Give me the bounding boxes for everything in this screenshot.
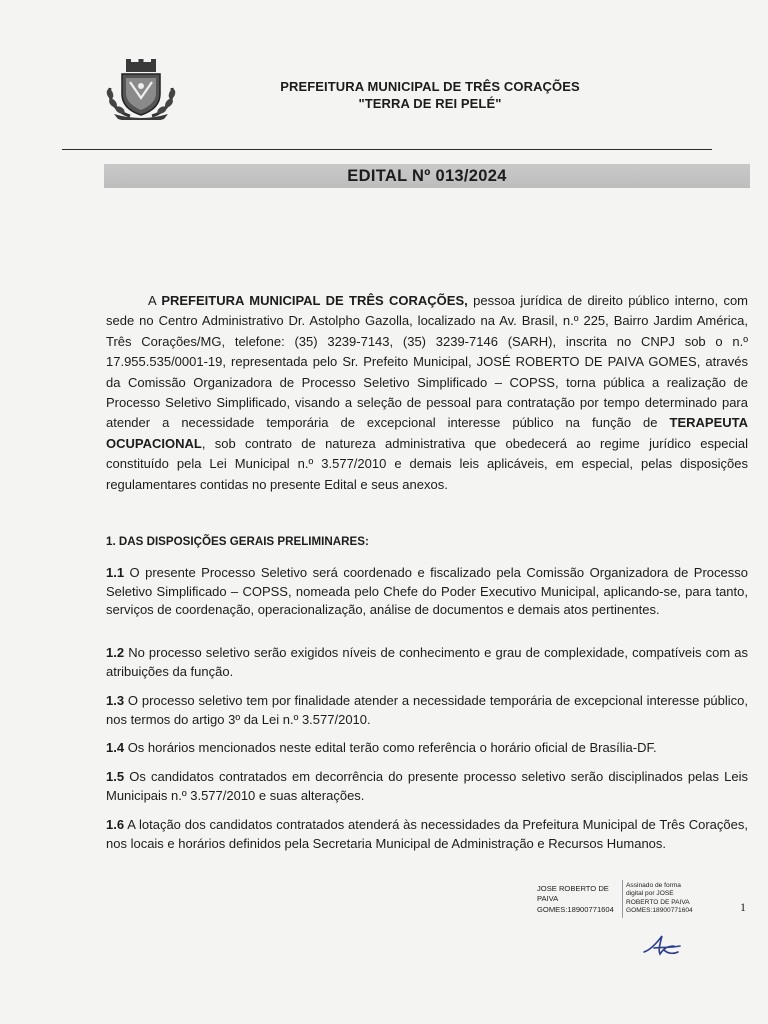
clause-number: 1.1: [106, 565, 125, 580]
section-title: 1. DAS DISPOSIÇÕES GERAIS PRELIMINARES:: [106, 535, 369, 548]
stamp-line: digital por JOSE: [626, 890, 674, 898]
clause-text: Os candidatos contratados em decorrência do presente processo seletivo serão disciplinados pelas Leis Municipais n.º 3.577/2010 e suas alterações.: [106, 769, 748, 803]
stamp-line: ROBERTO DE PAIVA: [626, 898, 690, 906]
clause-1-5: [106, 768, 748, 805]
handwritten-signature-icon: [640, 930, 684, 960]
clause-1-4: [106, 739, 748, 758]
stamp-line: Assinado de forma: [626, 882, 681, 889]
clause-1-3: [106, 692, 748, 729]
signer-name-line: GOMES:18900771604: [537, 904, 614, 914]
clause-text: O presente Processo Seletivo será coordenado e fiscalizado pela Comissão Organizadora de Processo Seletivo Simplificado – COPSS, nomeada pelo Chefe do Poder Executivo Municipal, aplicando-se, para tanto, serviços de coordenação, operacionalização, análise de documentos e demais atos pertinentes.: [106, 565, 748, 618]
edital-title: EDITAL Nº 013/2024: [347, 167, 507, 185]
clause-number: 1.5: [106, 769, 125, 784]
header-divider: [62, 149, 712, 150]
intro-paragraph: [106, 291, 748, 495]
intro-organization: PREFEITURA MUNICIPAL DE TRÊS CORAÇÕES,: [161, 293, 468, 308]
intro-body-1: pessoa jurídica de direito público interno, com sede no Centro Administrativo Dr. Astolpho Gazolla, localizado na Av. Brasil, n.º 225, Bairro Jardim América, Três Corações/MG, telefone: (35) 3239-7143, (35) 3239-7146 (SARH), inscrita no CNPJ sob o n.º 17.955.535/0001-19, representada pelo Sr. Prefeito Municipal, JOSÉ ROBERTO DE PAIVA GOMES, através da Comissão Organizadora de Processo Seletivo Simplificado – COPSS, torna pública a realização de Processo Seletivo Simplificado, visando a seleção de pessoal para contratação por tempo determinado para atender a necessidade temporária de excepcional interesse público na função de: [106, 293, 748, 431]
clause-1-1: [106, 564, 748, 620]
intro-role: TERAPEUTA OCUPACIONAL: [106, 415, 748, 451]
clause-number: 1.2: [106, 645, 125, 660]
clause-1-2: [106, 644, 748, 681]
municipal-crest-icon: [104, 58, 178, 120]
clause-number: 1.4: [106, 740, 125, 755]
clause-text: Os horários mencionados neste edital terão como referência o horário oficial de Brasília-DF.: [124, 740, 657, 755]
page-number: 1: [740, 900, 746, 914]
signer-name-line: PAIVA: [537, 894, 559, 904]
clause-text: O processo seletivo tem por finalidade atender a necessidade temporária de excepcional interesse público, nos termos do artigo 3º da Lei n.º 3.577/2010.: [106, 693, 748, 727]
digital-signature-stamp: [626, 882, 693, 916]
signature-divider: [622, 880, 623, 918]
clause-number: 1.3: [106, 693, 125, 708]
signer-name: [537, 884, 614, 915]
intro-text: [106, 291, 748, 495]
intro-body-2: , sob contrato de natureza administrativa que obedecerá ao regime jurídico especial constituído pela Lei Municipal n.º 3.577/2010 e demais leis aplicáveis, em especial, pelas disposições regulamentares contidas no presente Edital e seus anexos.: [106, 435, 748, 492]
header-title: PREFEITURA MUNICIPAL DE TRÊS CORAÇÕES: [280, 79, 580, 94]
stamp-line: GOMES:18900771604: [626, 907, 693, 915]
clause-1-6: [106, 816, 748, 853]
clause-text: A lotação dos candidatos contratados atenderá às necessidades da Prefeitura Municipal de Três Corações, nos locais e horários definidos pela Secretaria Municipal de Administração e Recursos Humanos.: [106, 817, 748, 851]
header: [240, 78, 620, 112]
header-subtitle: "TERRA DE REI PELÉ": [358, 96, 502, 111]
intro-lead: A: [148, 293, 162, 308]
edital-title-bar: [104, 164, 750, 188]
clause-text: No processo seletivo serão exigidos níveis de conhecimento e grau de complexidade, compatíveis com as atribuições da função.: [106, 645, 748, 679]
clause-number: 1.6: [106, 817, 125, 832]
signer-name-line: JOSE ROBERTO DE: [537, 884, 609, 893]
